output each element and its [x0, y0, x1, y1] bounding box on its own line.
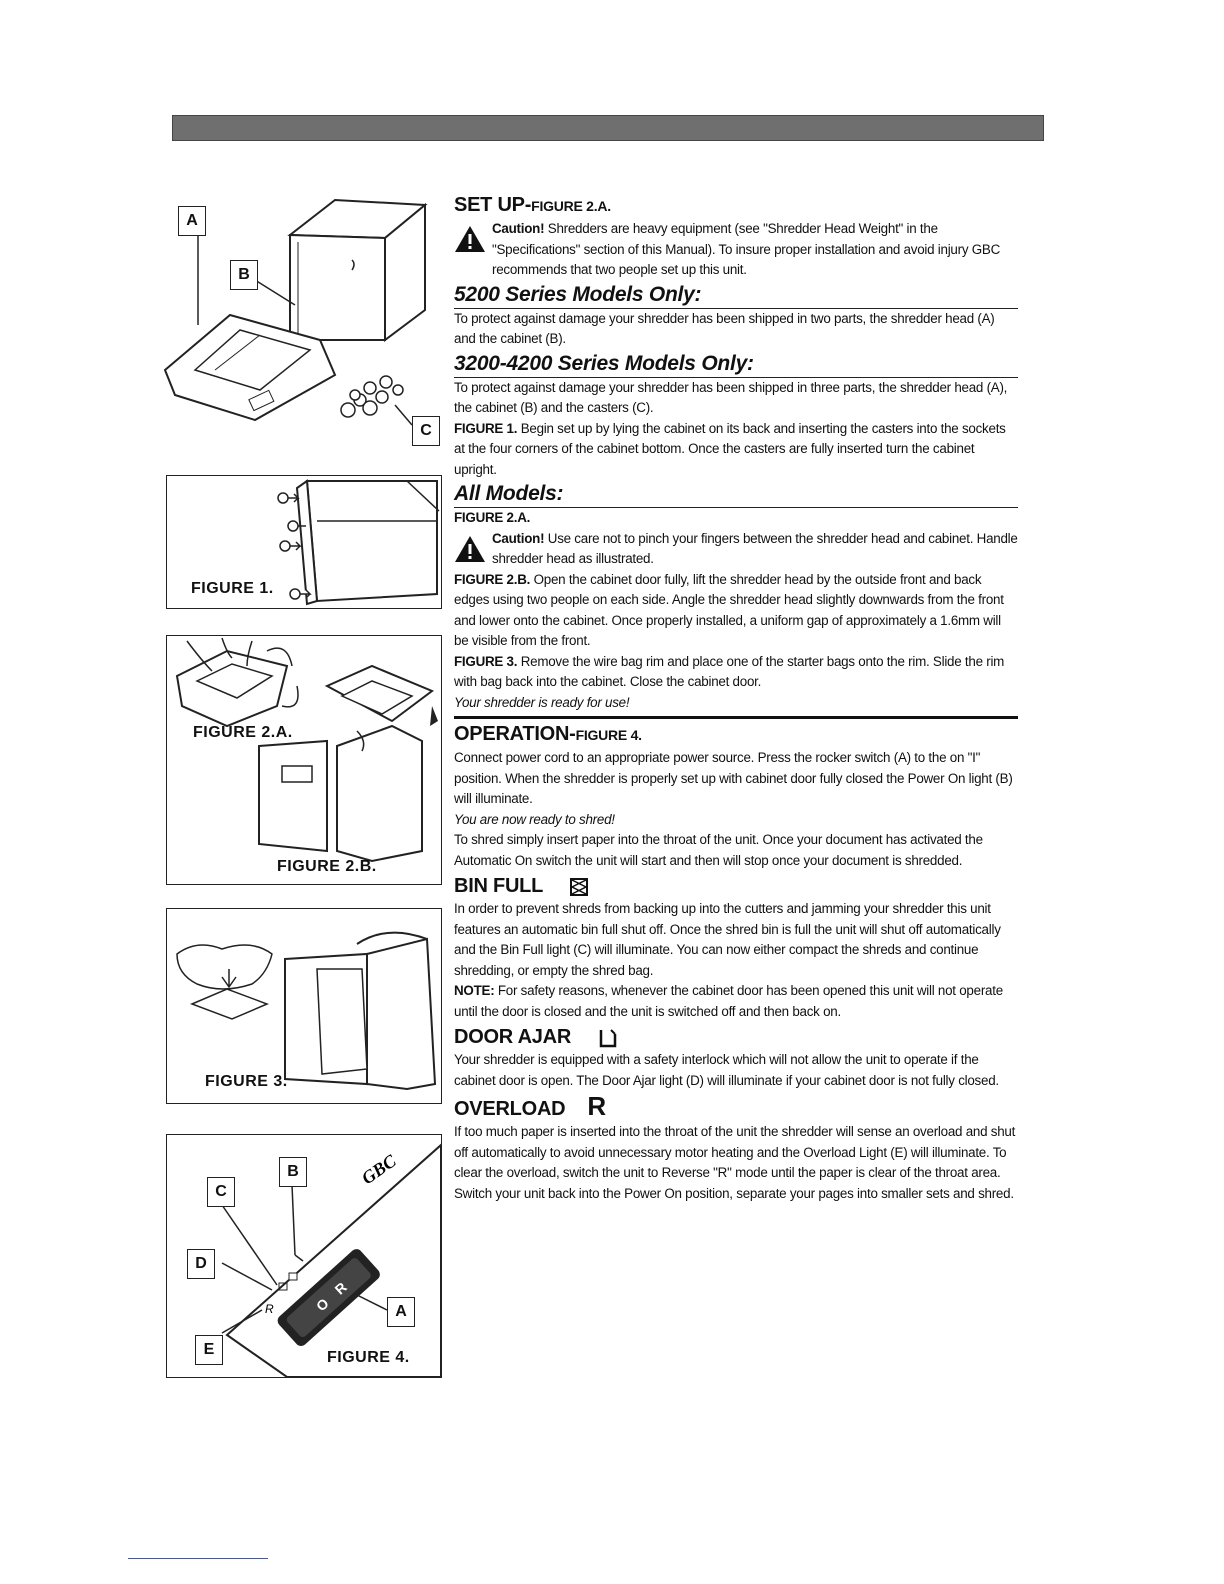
series5200-heading: 5200 Series Models Only: — [454, 283, 1018, 309]
callout-c: C — [412, 416, 440, 446]
callout-a: A — [178, 206, 206, 236]
figure-4-box — [166, 1134, 442, 1378]
binfull-note: NOTE: For safety reasons, whenever the cabinet door has been opened this unit will not operate until the door is closed and the unit is switched off and then back on. — [454, 983, 1003, 1019]
allmodels-caution: Caution! Use care not to pinch your fingers between the shredder head and cabinet. Handle shredder head as illustrated. — [454, 529, 1018, 570]
figure-3-box — [166, 908, 442, 1104]
divider — [454, 716, 1018, 719]
binfull-text: In order to prevent shreds from backing up into the cutters and jamming your shredder this unit features an automatic bin full shut off. Once the shred bin is full the unit will shut off automatically and the Bin Full light (C) will illuminate. You can now either compact the shreds and continue shredding, or empty the shred bag. — [454, 901, 1001, 978]
figure3-instructions: FIGURE 3. Remove the wire bag rim and place one of the starter bags onto the rim. Slide the rim with bag back into the cabinet. Close the cabinet door. — [454, 653, 1005, 689]
overload-heading: OVERLOAD R — [454, 1091, 606, 1121]
operation-heading: OPERATION-FIGURE 4. — [454, 723, 642, 745]
series5200-text: To protect against damage your shredder has been shipped in two parts, the shredder head (A) and the cabinet (B). — [454, 310, 995, 346]
allmodels-heading: All Models: — [454, 482, 1018, 508]
figure-2-box — [166, 635, 442, 885]
operation-text-2: To shred simply insert paper into the throat of the unit. Once your document has activated the Automatic On switch the unit will start and then will stop once your document is shredded. — [454, 832, 983, 868]
overload-text: If too much paper is inserted into the throat of the unit the shredder will sense an overload and shut off automatically to avoid unnecessary motor heating and the Overload Light (E) will illuminate. To clear the overload, switch the unit to Reverse "R" mode until the paper is clear of the throat area. Switch your unit back into the Power On position, separate your pages into smaller sets and shred. — [454, 1124, 1016, 1201]
figure-3-label: FIGURE 3. — [205, 1073, 288, 1090]
figure2b-instructions: FIGURE 2.B. Open the cabinet door fully, lift the shredder head by the outside front and back edges using two people on each side. Angle the shredder head slightly downwards from the front and lower onto the cabinet. Once properly installed, a uniform gap of approximately a 1.6mm will be visible from the front. — [454, 571, 1004, 648]
figure-1-label: FIGURE 1. — [191, 580, 274, 597]
svg-text:R: R — [265, 1302, 274, 1316]
header-bar — [172, 115, 1044, 141]
parts-illustration — [160, 190, 445, 460]
figure-4-label: FIGURE 4. — [327, 1349, 410, 1366]
overload-r-symbol: R — [587, 1091, 606, 1121]
warning-icon — [454, 535, 486, 563]
figure-1-box — [166, 475, 442, 609]
doorajar-text: Your shredder is equipped with a safety interlock which will not allow the unit to operate if the cabinet door is open. The Door Ajar light (D) will illuminate if your cabinet door is not fully closed. — [454, 1052, 999, 1088]
setup-caution: Caution! Shredders are heavy equipment (see "Shredder Head Weight" in the "Specifications" section of this Manual). To insure proper installation and avoid injury GBC recommends that two people set up this unit. — [454, 219, 1018, 281]
svg-text:GBC: GBC — [357, 1150, 400, 1189]
setup-heading: SET UP-FIGURE 2.A. — [454, 194, 611, 216]
operation-ready: You are now ready to shred! — [454, 811, 615, 827]
series3200-heading: 3200-4200 Series Models Only: — [454, 352, 1018, 378]
footer-link-line — [128, 1558, 268, 1559]
bin-full-icon — [570, 878, 588, 896]
ready-text: Your shredder is ready for use! — [454, 694, 630, 710]
fig4-callout-c: C — [207, 1177, 235, 1207]
figure1-instructions: FIGURE 1. Begin set up by lying the cabinet on its back and inserting the casters into the sockets at the four corners of the cabinet bottom. Once the casters are fully inserted turn the cabinet upright. — [454, 420, 1006, 477]
figure-2b-label: FIGURE 2.B. — [277, 858, 377, 875]
door-ajar-icon — [598, 1028, 618, 1048]
binfull-heading: BIN FULL — [454, 873, 1018, 899]
svg-text:R: R — [331, 1278, 350, 1298]
callout-b: B — [230, 260, 258, 290]
figure2a-ref: FIGURE 2.A. — [454, 510, 531, 525]
fig4-callout-a: A — [387, 1297, 415, 1327]
figure-2a-label: FIGURE 2.A. — [193, 724, 293, 741]
fig4-callout-b: B — [279, 1157, 307, 1187]
operation-text-1: Connect power cord to an appropriate power source. Press the rocker switch (A) to the on "I" position. When the shredder is properly set up with cabinet door fully closed the Power On light (B) will illuminate. — [454, 750, 1013, 806]
fig4-callout-d: D — [187, 1249, 215, 1279]
doorajar-heading: DOOR AJAR — [454, 1024, 1018, 1050]
instructions-column — [454, 190, 1018, 1204]
warning-icon — [454, 225, 486, 253]
figure-2-drawing — [167, 636, 441, 884]
series3200-text: To protect against damage your shredder has been shipped in three parts, the shredder head (A), the cabinet (B) and the casters (C). — [454, 379, 1008, 415]
fig4-callout-e: E — [195, 1335, 223, 1365]
svg-text:O: O — [312, 1295, 332, 1315]
